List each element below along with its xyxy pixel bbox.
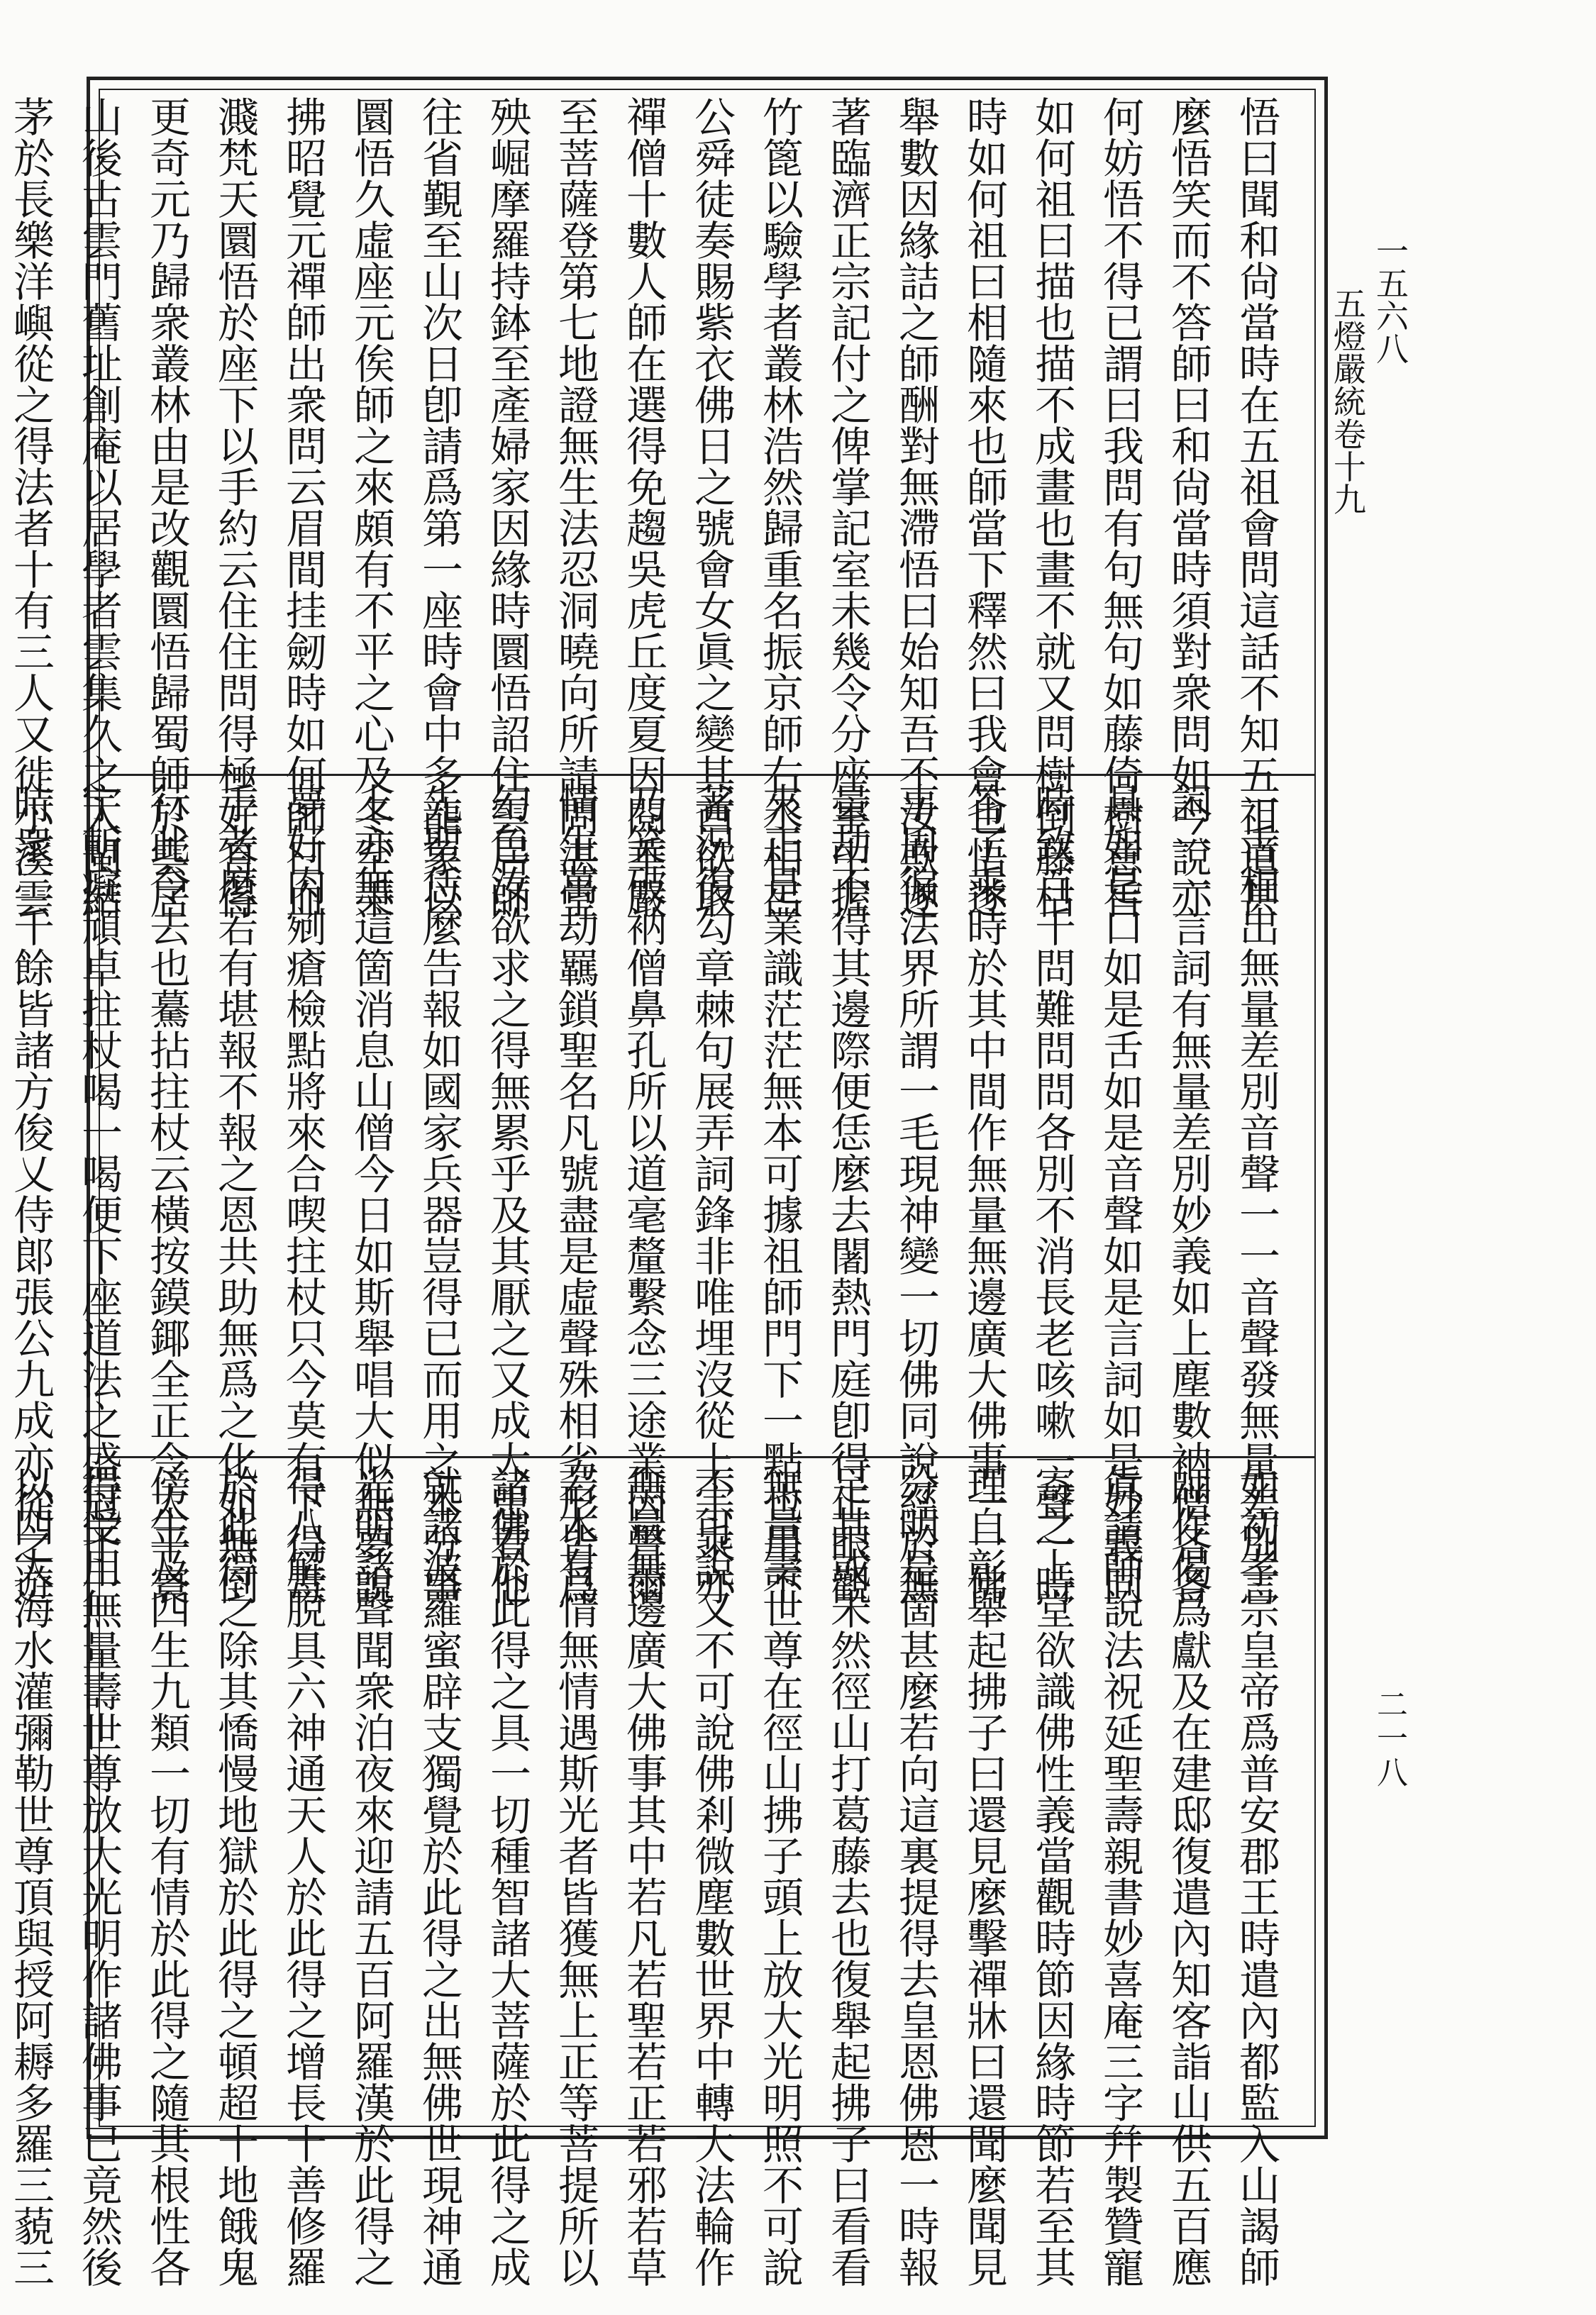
text-column: 不可說又不可說佛剎微塵數世界中轉大法輪作: [687, 1465, 736, 2287]
folio-number: 二一八: [1371, 1688, 1407, 1790]
text-column: 如何祖曰描也描不成畫也畫不就又問樹倒藤枯: [1028, 96, 1076, 918]
register-bottom: [6, 1465, 1314, 2287]
text-column: 更奇元乃歸衆叢林由是改觀圜悟歸蜀師於雲居: [143, 96, 191, 918]
text-column: 時如何祖曰相隨來也師當下釋然曰我會也悟遂: [960, 96, 1008, 918]
text-column: 著臨濟正宗記付之俾掌記室未幾令分座室中握: [824, 96, 872, 918]
text-column: 手者麼若有堪報不報之恩共助無爲之化如無倒: [211, 782, 259, 1605]
text-column: 於此得之除其憍慢地獄於此得之頓超十地餓鬼: [211, 1465, 259, 2287]
text-column: 就諸波羅蜜辟支獨覺於此得之出無佛世現神通: [415, 1465, 463, 2287]
text-column: 具如是口如是舌如是音聲如是言詞如是妙義同: [1096, 782, 1144, 1605]
text-column: 舉數因緣詰之師酬對無滯悟曰始知吾不汝欺遂: [892, 96, 940, 918]
text-column: 乃笑破衲僧鼻孔所以道毫釐繫念三途業因瞥爾: [619, 782, 667, 1605]
text-column: 一舌相出無量差別音聲一一音聲發無量差別言: [1232, 782, 1280, 1605]
text-column: 諸佛於此得之具一切種智諸大菩薩於此得之成: [483, 1465, 531, 2287]
text-column: 悟曰聞和尙當時在五祖會問這話不知五祖道甚: [1232, 96, 1280, 918]
text-column: 夢好肉剜瘡檢點將來合喫拄杖只今莫有下得毒: [279, 782, 327, 1605]
text-column: 竹篦以驗學者叢林浩然歸重名振京師右丞相呂: [755, 96, 804, 918]
text-column: 師作偈爲獻及在建邸復遣內知客詣山供五百應: [1164, 1465, 1212, 2287]
text-column: 宇斬癡頑卓拄杖喝一喝便下座道法之盛冠于一: [74, 782, 123, 1605]
text-column: 幻色汝欲求之得無累乎及其厭之又成大患看他: [483, 782, 531, 1605]
text-column: 上亦無這箇消息山僧今日如斯舉唱大似無夢說: [347, 782, 395, 1605]
text-column: 行此令去也驀拈拄杖云橫按鏌鎁全正令太平寰: [143, 782, 191, 1605]
text-column: 理自彰舉起拂子曰還見麼擊禪牀曰還聞麼聞見: [960, 1465, 1008, 2287]
text-column: 詞一一言詞有無量差別妙義如上塵數衲僧各各: [1164, 782, 1212, 1605]
text-area: [6, 89, 1316, 2287]
text-column: 何妨悟不得已謂曰我問有句無句如藤倚樹意旨: [1096, 96, 1144, 918]
text-column: 時致百千問難問問各別不消長老咳嗽一聲一時: [1028, 782, 1076, 1605]
text-column: 如初孝宗皇帝爲普安郡王時遣內都監入山謁師: [1232, 1465, 1280, 2287]
text-column: 光明諸聲聞衆泊夜來迎請五百阿羅漢於此得之: [347, 1465, 395, 2287]
register-divider: [100, 774, 1314, 776]
text-column: 時衆二千餘皆諸方俊乂侍郞張公九成亦從之遊: [6, 782, 55, 1605]
text-column: 分明是箇甚麼若向這裏提得去皇恩佛恩一時報: [892, 1465, 940, 2287]
text-column: 眞請師說法祝延聖壽親書妙喜庵三字幷製贊寵: [1096, 1465, 1144, 2287]
text-column: 濺梵天圜悟於座下以手約云住住問得極好答得: [211, 96, 259, 918]
text-column: 無量壽世尊在徑山拂子頭上放大光明照不可說: [755, 1465, 804, 2287]
page-number: 一五六八: [1371, 234, 1409, 365]
text-column: 拂昭覺元禪師出衆問云眉間挂劒時如何師曰血: [279, 96, 327, 918]
register-divider: [100, 1456, 1314, 1458]
text-column: 圜悟久虛座元俟師之來頗有不平之心及冬至秉: [347, 96, 395, 918]
text-column: 禪僧十數人師在選得免趨吳虎丘度夏因閱華嚴: [619, 96, 667, 918]
text-column: 往省覲至山次日卽請爲第一座時會中多龍象以: [415, 96, 463, 918]
text-column: 若木有情無情遇斯光者皆獲無上正等菩提所以: [551, 1465, 599, 2287]
text-column: 無量無邊廣大佛事其中若凡若聖若正若邪若草: [619, 1465, 667, 2287]
text-column: 足其或未然徑山打葛藤去也復舉起拂子曰看看: [824, 1465, 872, 2287]
book-title: 五燈嚴統卷十九: [1329, 287, 1367, 516]
text-column: 事周徧法界所謂一毛現神變一切佛同說經於無: [892, 782, 940, 1605]
text-column: 以四大海水灌彌勒世尊頂與授阿耨多羅三藐三: [6, 1465, 55, 2287]
text-column: 至菩薩登第七地證無生法忍洞曉向所請問湛堂: [551, 96, 599, 918]
text-column: 著況復勾章棘句展弄詞鋒非唯埋沒從上宗乘亦: [687, 782, 736, 1605]
text-column: 量劫不得其邊際便恁麼去闍熱門庭卽得正眼觀: [824, 782, 872, 1605]
text-column: 來正是業識茫茫無本可據祖師門下一點也用不: [755, 782, 804, 1605]
text-frame: [6, 77, 1328, 2287]
running-header: [1329, 234, 1412, 516]
text-column: 得受用無量壽世尊放大光明作諸佛事已竟然後: [74, 1465, 123, 2287]
text-column: 寄之上堂欲識佛性義當觀時節因緣時節若至其: [1028, 1465, 1076, 2287]
register-middle: [6, 782, 1314, 1605]
text-column: 傍生及四生九類一切有情於此得之隨其根性各: [143, 1465, 191, 2287]
text-column: 山後古雲門舊址創庵以居學者雲集久之入閩結: [74, 96, 123, 918]
text-column: 殃崛摩羅持鉢至產婦家因緣時圜悟詔住雲居師: [483, 96, 531, 918]
register-top: [6, 96, 1314, 918]
text-column: 情生萬劫羈鎖聖名凡號盡是虛聲殊相劣形皆爲: [551, 782, 599, 1605]
text-column: 得八解脫具六神通天人於此得之增長十善修羅: [279, 1465, 327, 2287]
text-column: 麼悟笑而不答師曰和尙當時須對衆問如今說亦: [1164, 96, 1212, 918]
text-column: 茅於長樂洋嶼從之得法者十有三人又徙小溪雲: [6, 96, 55, 918]
text-column: 公舜徒奏賜紫衣佛日之號會女眞之變其酋欲取: [687, 96, 736, 918]
text-column: 答了乘時於其中間作無量無邊廣大佛事一一佛: [960, 782, 1008, 1605]
text-column: 先聖恁麼告報如國家兵器豈得已而用之本分事: [415, 782, 463, 1605]
